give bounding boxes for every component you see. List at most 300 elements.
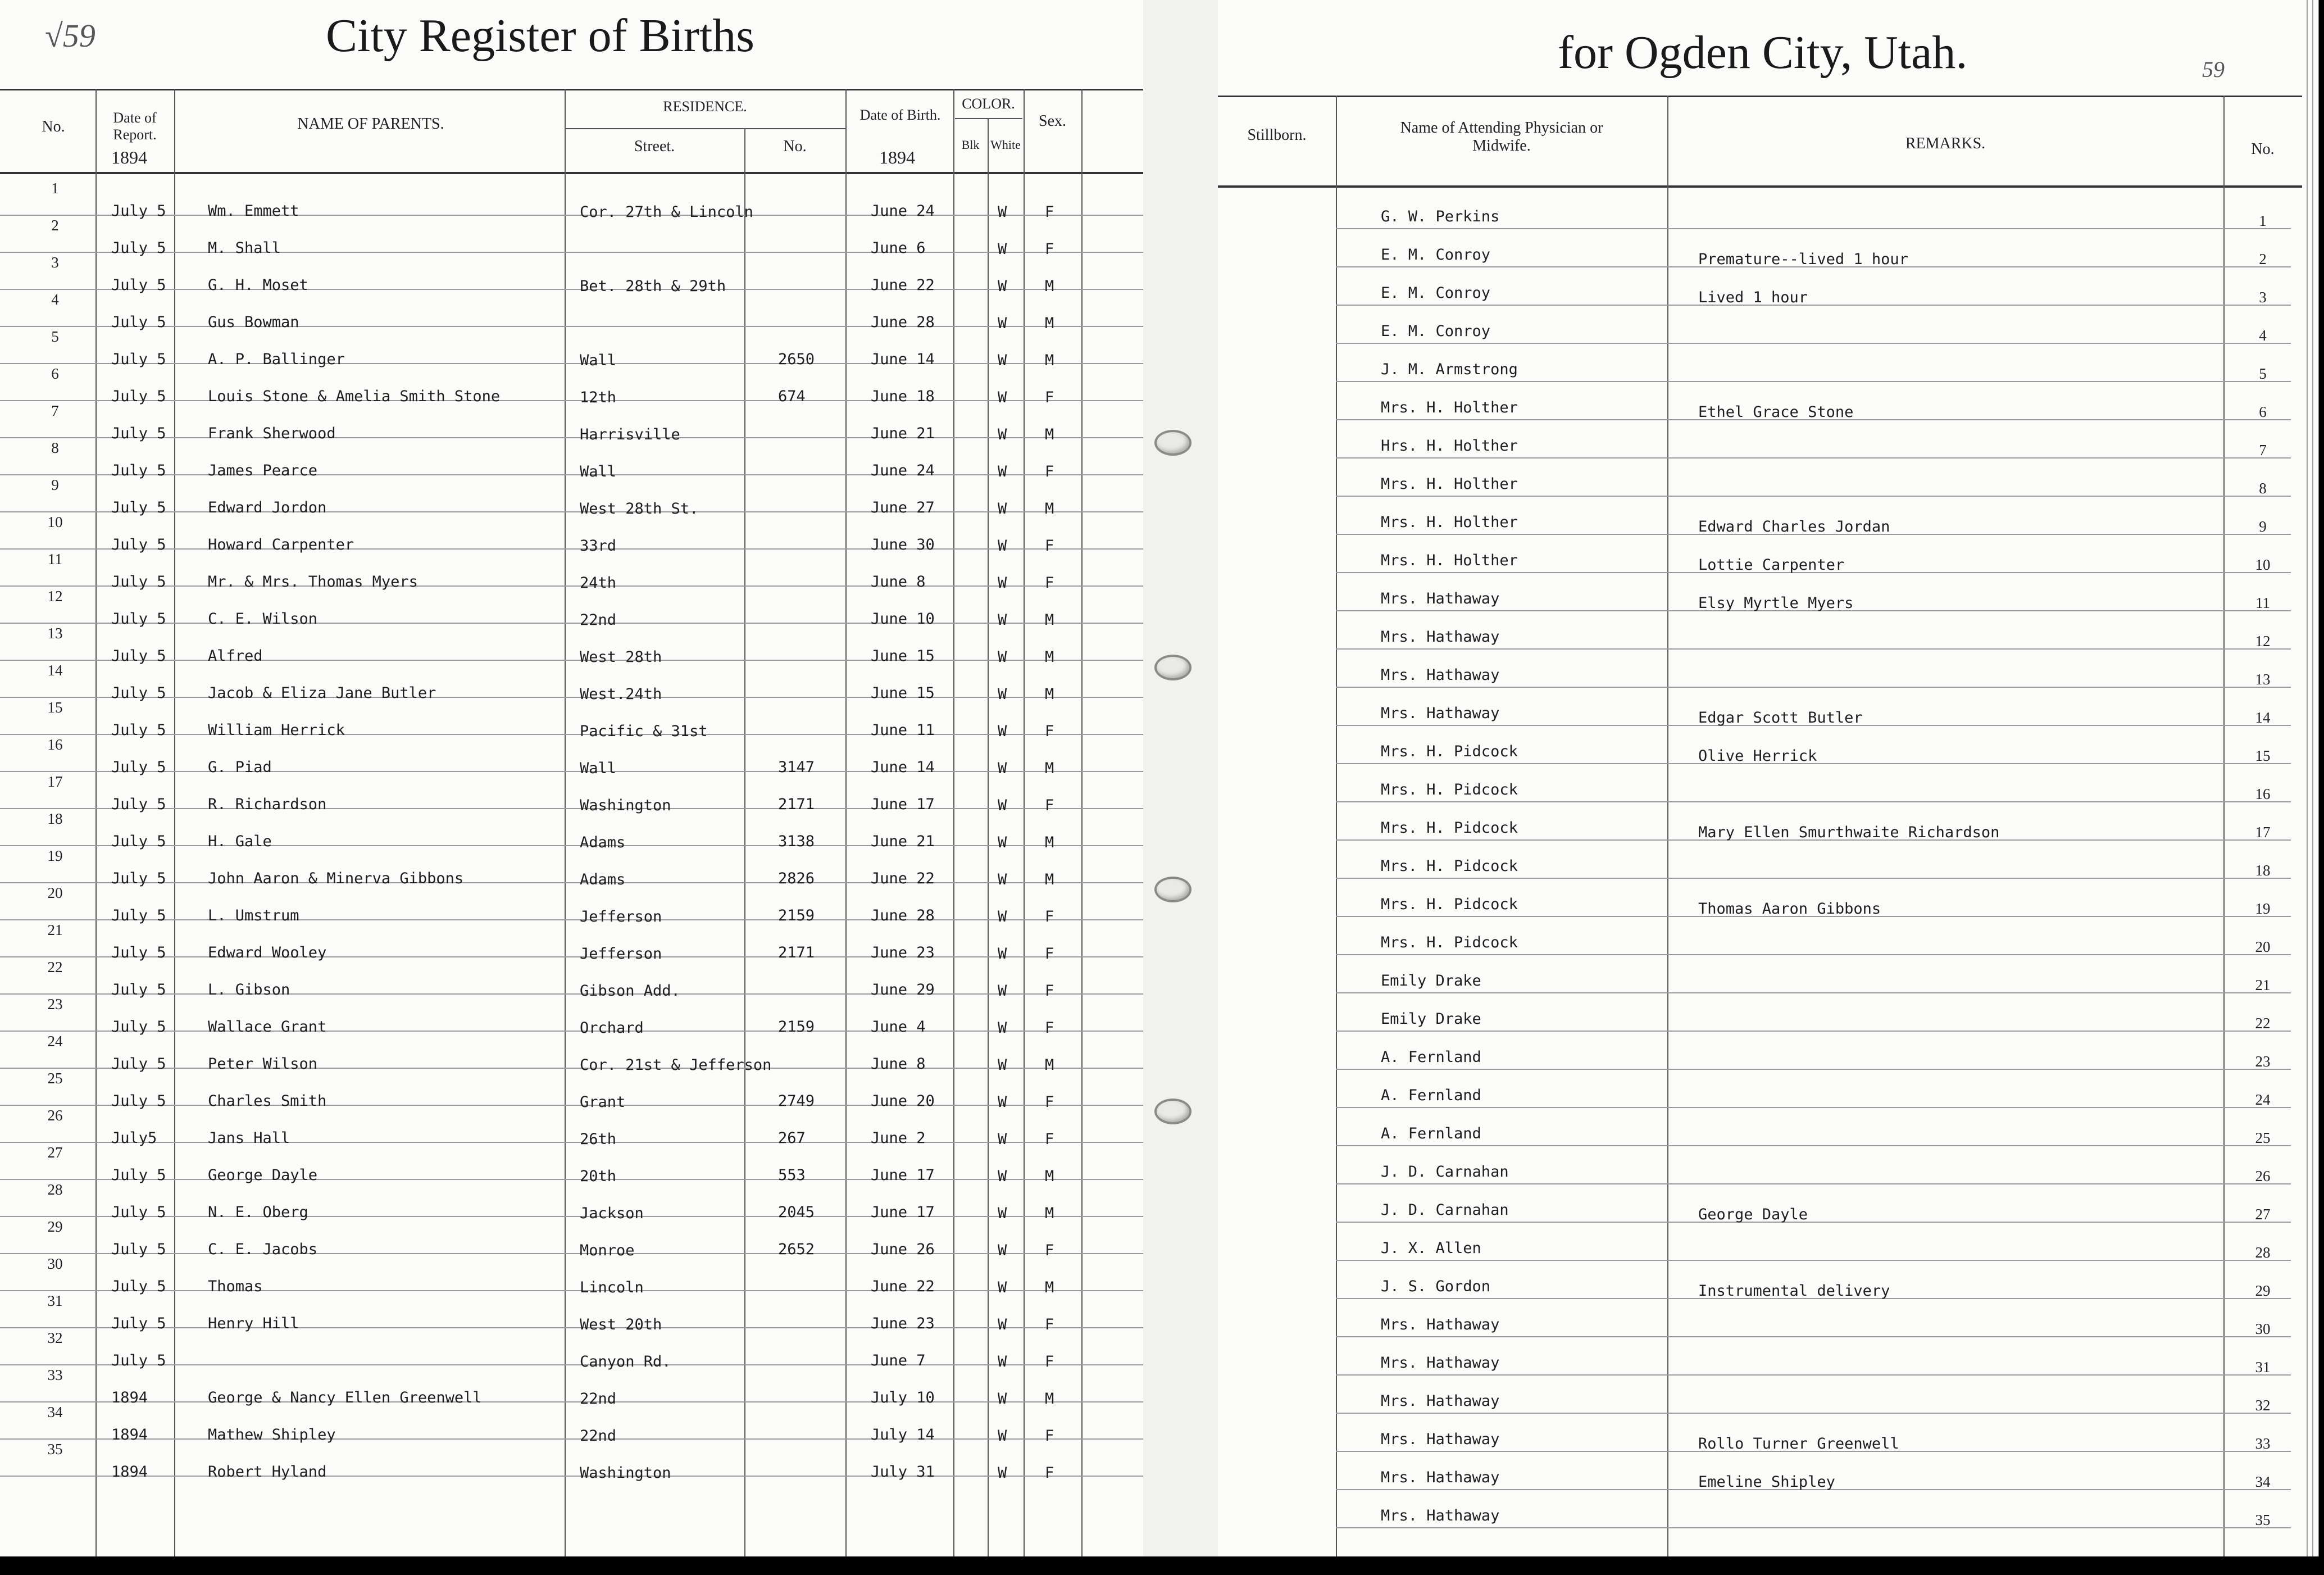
residence-street: Washington [580, 797, 671, 814]
attending-physician: Mrs. Hathaway [1381, 1507, 1500, 1524]
date-of-report: July 5 [111, 759, 166, 776]
left-row-rule [0, 1327, 1143, 1328]
left-row-rule [0, 1068, 1143, 1069]
sex: F [1045, 574, 1054, 592]
sex: M [1045, 315, 1054, 332]
residence-number: 267 [778, 1129, 806, 1147]
date-of-report: July 5 [111, 1315, 166, 1332]
color-white: W [998, 1019, 1007, 1037]
remarks: Instrumental delivery [1698, 1282, 1890, 1300]
row-number: 4 [51, 291, 59, 308]
right-row-number: 12 [2255, 633, 2271, 650]
header-residence: RESIDENCE. [663, 98, 747, 115]
residence-street: Jackson [580, 1205, 644, 1222]
right-row-rule [1336, 1336, 2291, 1337]
color-white: W [998, 1093, 1007, 1111]
attending-physician: Mrs. Hathaway [1381, 1431, 1500, 1448]
sex: M [1045, 426, 1054, 443]
right-row-rule [1336, 228, 2291, 229]
date-of-report: July 5 [111, 1018, 166, 1036]
row-number: 8 [51, 439, 59, 456]
attending-physician: Mrs. H. Holther [1381, 514, 1518, 531]
date-of-report: July 5 [111, 351, 166, 368]
parents-name: Edward Wooley [208, 944, 327, 961]
residence-street: 20th [580, 1168, 617, 1185]
right-row-number: 1 [2259, 212, 2267, 229]
date-of-report: July 5 [111, 573, 166, 591]
date-of-report: 1894 [111, 1426, 148, 1444]
date-of-report: July 5 [111, 536, 166, 553]
date-of-birth: June 29 [871, 981, 935, 998]
color-white: W [998, 1353, 1007, 1370]
date-of-report: July 5 [111, 239, 166, 257]
row-number: 23 [47, 996, 63, 1013]
ring-hole [1154, 655, 1191, 680]
sex: F [1045, 1316, 1054, 1333]
attending-physician: Mrs. Hathaway [1381, 666, 1500, 684]
sex: M [1045, 834, 1054, 851]
row-number: 7 [51, 402, 59, 419]
right-row-number: 6 [2259, 403, 2267, 420]
date-of-birth: June 15 [871, 684, 935, 702]
header-blk: Blk [961, 138, 980, 152]
attending-physician: Mrs. H. Holther [1381, 475, 1518, 493]
residence-street: Wall [580, 463, 617, 480]
date-of-report: July 5 [111, 1241, 166, 1258]
sex: F [1045, 908, 1054, 925]
residence-street: Adams [580, 871, 626, 888]
right-row-number: 8 [2259, 480, 2267, 497]
right-row-rule [1336, 457, 2291, 459]
attending-physician: A. Fernland [1381, 1049, 1481, 1066]
header-physician: Name of Attending Physician or Midwife. [1400, 119, 1603, 155]
right-row-rule [1336, 496, 2291, 497]
row-number: 34 [47, 1404, 63, 1420]
attending-physician: Mrs. H. Holther [1381, 399, 1518, 416]
right-row-rule [1336, 648, 2291, 650]
date-of-birth: June 15 [871, 647, 935, 665]
residence-street: 26th [580, 1131, 617, 1148]
left-row-rule [0, 1290, 1143, 1291]
date-of-birth: June 21 [871, 425, 935, 442]
right-row-rule [1336, 1107, 2291, 1108]
residence-number: 3147 [778, 759, 815, 776]
date-of-report: July 5 [111, 684, 166, 702]
row-number: 6 [51, 365, 59, 382]
residence-street: 22nd [580, 1427, 617, 1445]
date-of-birth: June 8 [871, 1055, 926, 1073]
left-row-rule [0, 623, 1143, 624]
residence-number: 2159 [778, 1018, 815, 1036]
parents-name: James Pearce [208, 462, 318, 479]
residence-street: West.24th [580, 686, 662, 703]
left-row-rule [0, 289, 1143, 290]
ring-hole [1154, 430, 1191, 456]
right-row-rule [1336, 687, 2291, 688]
parents-name: N. E. Oberg [208, 1204, 308, 1221]
parents-name: George Dayle [208, 1167, 318, 1184]
ring-hole [1154, 1099, 1191, 1124]
right-row-number: 2 [2259, 251, 2267, 267]
color-white: W [998, 908, 1007, 925]
parents-name: Wm. Emmett [208, 202, 299, 220]
attending-physician: A. Fernland [1381, 1125, 1481, 1142]
row-number: 32 [47, 1329, 63, 1346]
date-of-birth: June 17 [871, 1167, 935, 1184]
left-row-rule [0, 1253, 1143, 1254]
date-of-report: July 5 [111, 314, 166, 331]
residence-street: West 28th [580, 648, 662, 666]
residence-street: Lincoln [580, 1279, 644, 1296]
left-row-rule [0, 808, 1143, 809]
attending-physician: J. M. Armstrong [1381, 361, 1518, 378]
parents-name: William Herrick [208, 721, 345, 739]
row-number: 12 [47, 588, 63, 605]
right-row-number: 3 [2259, 289, 2267, 306]
attending-physician: Mrs. Hathaway [1381, 1469, 1500, 1486]
attending-physician: Mrs. Hathaway [1381, 705, 1500, 722]
left-row-rule [0, 1216, 1143, 1217]
row-number: 19 [47, 847, 63, 864]
remarks: Edward Charles Jordan [1698, 518, 1890, 535]
parents-name: Wallace Grant [208, 1018, 327, 1036]
right-page-title: for Ogden City, Utah. [1558, 26, 1968, 79]
sex: M [1045, 760, 1054, 777]
residence-street: Monroe [580, 1242, 635, 1259]
right-row-rule [1336, 878, 2291, 879]
residence-street: Grant [580, 1093, 626, 1111]
sex: F [1045, 203, 1054, 221]
right-row-number: 26 [2255, 1168, 2271, 1184]
attending-physician: Mrs. Hathaway [1381, 1316, 1500, 1333]
row-number: 21 [47, 922, 63, 938]
ring-hole [1154, 877, 1191, 902]
date-of-birth: June 7 [871, 1352, 926, 1369]
sex: M [1045, 686, 1054, 703]
sex: F [1045, 240, 1054, 258]
parents-name: Howard Carpenter [208, 536, 354, 553]
row-number: 33 [47, 1367, 63, 1383]
right-row-number: 13 [2255, 671, 2271, 688]
attending-physician: Hrs. H. Holther [1381, 437, 1518, 455]
color-white: W [998, 1316, 1007, 1333]
date-of-birth: June 14 [871, 351, 935, 368]
sex: F [1045, 1093, 1054, 1111]
left-row-rule [0, 548, 1143, 550]
row-number: 9 [51, 476, 59, 493]
date-of-report: July 5 [111, 1278, 166, 1295]
attending-physician: J. D. Carnahan [1381, 1201, 1509, 1219]
parents-name: Jacob & Eliza Jane Butler [208, 684, 436, 702]
left-row-rule [0, 1476, 1143, 1477]
date-of-birth: June 8 [871, 573, 926, 591]
color-white: W [998, 389, 1007, 406]
color-white: W [998, 1056, 1007, 1074]
parents-name: H. Gale [208, 833, 272, 850]
right-row-number: 29 [2255, 1282, 2271, 1299]
right-row-number: 15 [2255, 747, 2271, 764]
color-white: W [998, 686, 1007, 703]
sex: M [1045, 871, 1054, 888]
attending-physician: E. M. Conroy [1381, 246, 1491, 264]
right-row-number: 31 [2255, 1359, 2271, 1376]
date-of-report: July 5 [111, 610, 166, 628]
row-number: 31 [47, 1292, 63, 1309]
date-of-report: July 5 [111, 907, 166, 924]
residence-street: Pacific & 31st [580, 723, 708, 740]
right-row-number: 25 [2255, 1129, 2271, 1146]
residence-street: 24th [580, 574, 617, 592]
parents-name: George & Nancy Ellen Greenwell [208, 1389, 482, 1406]
color-white: W [998, 240, 1007, 258]
attending-physician: Emily Drake [1381, 1010, 1481, 1028]
date-of-report: July5 [111, 1129, 157, 1147]
remarks: George Dayle [1698, 1206, 1808, 1223]
residence-number: 2171 [778, 796, 815, 813]
right-row-number: 16 [2255, 786, 2271, 802]
row-number: 25 [47, 1070, 63, 1087]
date-of-report: July 5 [111, 1204, 166, 1221]
sex: F [1045, 463, 1054, 480]
date-of-report: July 5 [111, 1352, 166, 1369]
left-row-rule [0, 660, 1143, 661]
residence-street: Cor. 21st & Jefferson [580, 1056, 772, 1074]
right-row-rule [1336, 1222, 2291, 1223]
parents-name: M. Shall [208, 239, 281, 257]
scan-border [0, 1556, 2324, 1575]
remarks: Elsy Myrtle Myers [1698, 594, 1854, 612]
sex: F [1045, 797, 1054, 814]
attending-physician: Mrs. H. Pidcock [1381, 819, 1518, 837]
left-row-rule [0, 363, 1143, 364]
date-of-birth: June 28 [871, 907, 935, 924]
parents-name: Mr. & Mrs. Thomas Myers [208, 573, 418, 591]
date-of-report: July 5 [111, 462, 166, 479]
color-white: W [998, 463, 1007, 480]
left-row-rule [0, 882, 1143, 883]
date-of-report: July 5 [111, 721, 166, 739]
color-white: W [998, 871, 1007, 888]
left-pencil-mark: √59 [45, 17, 95, 54]
residence-street: 12th [580, 389, 617, 406]
date-of-birth: June 23 [871, 1315, 935, 1332]
date-of-birth: June 22 [871, 870, 935, 887]
residence-number: 3138 [778, 833, 815, 850]
left-row-rule [0, 1401, 1143, 1402]
attending-physician: Mrs. H. Pidcock [1381, 781, 1518, 798]
sex: M [1045, 1279, 1054, 1296]
color-white: W [998, 611, 1007, 629]
date-of-report: July 5 [111, 981, 166, 998]
parents-name: L. Umstrum [208, 907, 299, 924]
color-white: W [998, 537, 1007, 555]
parents-name: G. H. Moset [208, 276, 308, 294]
page-edge-lines [2302, 0, 2319, 1556]
color-white: W [998, 648, 1007, 666]
date-of-report: July 5 [111, 647, 166, 665]
residence-street: Washington [580, 1464, 671, 1482]
parents-name: Jans Hall [208, 1129, 290, 1147]
left-row-rule [0, 993, 1143, 995]
left-row-rule [0, 956, 1143, 957]
residence-street: 22nd [580, 1390, 617, 1408]
date-of-birth: June 6 [871, 239, 926, 257]
parents-name: Alfred [208, 647, 263, 665]
date-of-report: July 5 [111, 276, 166, 294]
color-white: W [998, 834, 1007, 851]
sex: F [1045, 1242, 1054, 1259]
row-number: 17 [47, 773, 63, 790]
right-row-rule [1336, 801, 2291, 802]
date-of-report: July 5 [111, 388, 166, 405]
residence-number: 2826 [778, 870, 815, 887]
parents-name: A. P. Ballinger [208, 351, 345, 368]
residence-street: Jefferson [580, 908, 662, 925]
residence-number: 2749 [778, 1092, 815, 1110]
date-of-report: July 5 [111, 870, 166, 887]
color-white: W [998, 500, 1007, 518]
color-white: W [998, 1427, 1007, 1445]
date-of-birth: July 14 [871, 1426, 935, 1444]
header-date-of-report: Date of Report. [113, 110, 157, 143]
remarks: Thomas Aaron Gibbons [1698, 900, 1881, 918]
parents-name: Louis Stone & Amelia Smith Stone [208, 388, 501, 405]
right-header-bottom-rule [1218, 185, 2302, 188]
date-of-report: 1894 [111, 1463, 148, 1481]
row-number: 24 [47, 1033, 63, 1050]
sex: M [1045, 611, 1054, 629]
right-row-number: 4 [2259, 327, 2267, 344]
header-stillborn: Stillborn. [1247, 126, 1307, 144]
residence-street: Adams [580, 834, 626, 851]
attending-physician: Mrs. Hathaway [1381, 590, 1500, 607]
row-number: 1 [51, 180, 59, 197]
color-white: W [998, 760, 1007, 777]
date-of-report: July 5 [111, 796, 166, 813]
residence-street: Canyon Rd. [580, 1353, 671, 1370]
row-number: 15 [47, 699, 63, 716]
color-white: W [998, 278, 1007, 295]
color-white: W [998, 723, 1007, 740]
parents-name: John Aaron & Minerva Gibbons [208, 870, 464, 887]
row-number: 2 [51, 217, 59, 234]
right-row-number: 14 [2255, 709, 2271, 726]
attending-physician: E. M. Conroy [1381, 284, 1491, 302]
right-row-number: 23 [2255, 1053, 2271, 1070]
right-row-rule [1336, 381, 2291, 382]
sex: M [1045, 1205, 1054, 1222]
header-residence-no: No. [783, 138, 807, 155]
binding-gutter [1143, 0, 1218, 1556]
date-of-birth: June 10 [871, 610, 935, 628]
remarks: Lived 1 hour [1698, 289, 1808, 306]
row-number: 29 [47, 1218, 63, 1235]
attending-physician: Mrs. H. Pidcock [1381, 743, 1518, 760]
date-of-birth: June 4 [871, 1018, 926, 1036]
row-number: 3 [51, 254, 59, 271]
header-right-no: No. [2251, 140, 2275, 158]
residence-street: 22nd [580, 611, 617, 629]
color-white: W [998, 574, 1007, 592]
row-number: 10 [47, 514, 63, 530]
sex: F [1045, 1131, 1054, 1148]
header-bottom-rule [0, 172, 1143, 174]
left-row-rule [0, 919, 1143, 920]
sex: F [1045, 1019, 1054, 1037]
right-row-number: 11 [2255, 594, 2270, 611]
date-of-birth: June 27 [871, 499, 935, 516]
left-row-rule [0, 845, 1143, 846]
sex: F [1045, 723, 1054, 740]
residence-street: West 28th St. [580, 500, 699, 518]
residence-street: Wall [580, 352, 617, 369]
left-row-rule [0, 400, 1143, 401]
date-of-birth: July 31 [871, 1463, 935, 1481]
header-birth-year: 1894 [879, 147, 915, 167]
date-of-birth: June 20 [871, 1092, 935, 1110]
right-row-number: 32 [2255, 1397, 2271, 1414]
header-remarks: REMARKS. [1905, 135, 1986, 152]
residence-street: Bet. 28th & 29th [580, 278, 726, 295]
date-of-report: July 5 [111, 833, 166, 850]
residence-number: 553 [778, 1167, 806, 1184]
right-row-rule [1336, 1260, 2291, 1261]
attending-physician: Mrs. Hathaway [1381, 1354, 1500, 1372]
date-of-birth: June 2 [871, 1129, 926, 1147]
left-row-rule [0, 771, 1143, 772]
left-row-rule [0, 1179, 1143, 1180]
attending-physician: A. Fernland [1381, 1087, 1481, 1104]
attending-physician: Mrs. Hathaway [1381, 628, 1500, 646]
parents-name: Thomas [208, 1278, 263, 1295]
right-register-page [1218, 0, 2319, 1556]
right-row-number: 30 [2255, 1320, 2271, 1337]
attending-physician: Mrs. Hathaway [1381, 1392, 1500, 1410]
right-row-number: 27 [2255, 1206, 2271, 1223]
row-number: 16 [47, 736, 63, 753]
date-of-birth: June 28 [871, 314, 935, 331]
right-header-top-rule [1218, 96, 2302, 97]
color-white: W [998, 982, 1007, 1000]
right-row-rule [1336, 1145, 2291, 1146]
color-white: W [998, 1390, 1007, 1408]
right-row-rule [1336, 1031, 2291, 1032]
left-row-rule [0, 734, 1143, 735]
left-page-title: City Register of Births [326, 10, 754, 62]
left-row-rule [0, 1105, 1143, 1106]
left-row-rule [0, 215, 1143, 216]
sex: F [1045, 537, 1054, 555]
sex: M [1045, 500, 1054, 518]
date-of-birth: June 17 [871, 796, 935, 813]
remarks: Lottie Carpenter [1698, 556, 1845, 574]
left-row-rule [0, 252, 1143, 253]
left-row-rule [0, 1142, 1143, 1143]
sex: M [1045, 1390, 1054, 1408]
parents-name: Gus Bowman [208, 314, 299, 331]
remarks: Ethel Grace Stone [1698, 403, 1854, 421]
right-row-number: 19 [2255, 900, 2271, 917]
parents-name: R. Richardson [208, 796, 327, 813]
date-of-birth: June 24 [871, 202, 935, 220]
right-row-rule [1336, 343, 2291, 344]
remarks: Mary Ellen Smurthwaite Richardson [1698, 824, 2000, 841]
left-row-rule [0, 1031, 1143, 1032]
color-white: W [998, 203, 1007, 221]
date-of-birth: June 26 [871, 1241, 935, 1258]
residence-street: Wall [580, 760, 617, 777]
right-row-number: 33 [2255, 1435, 2271, 1452]
